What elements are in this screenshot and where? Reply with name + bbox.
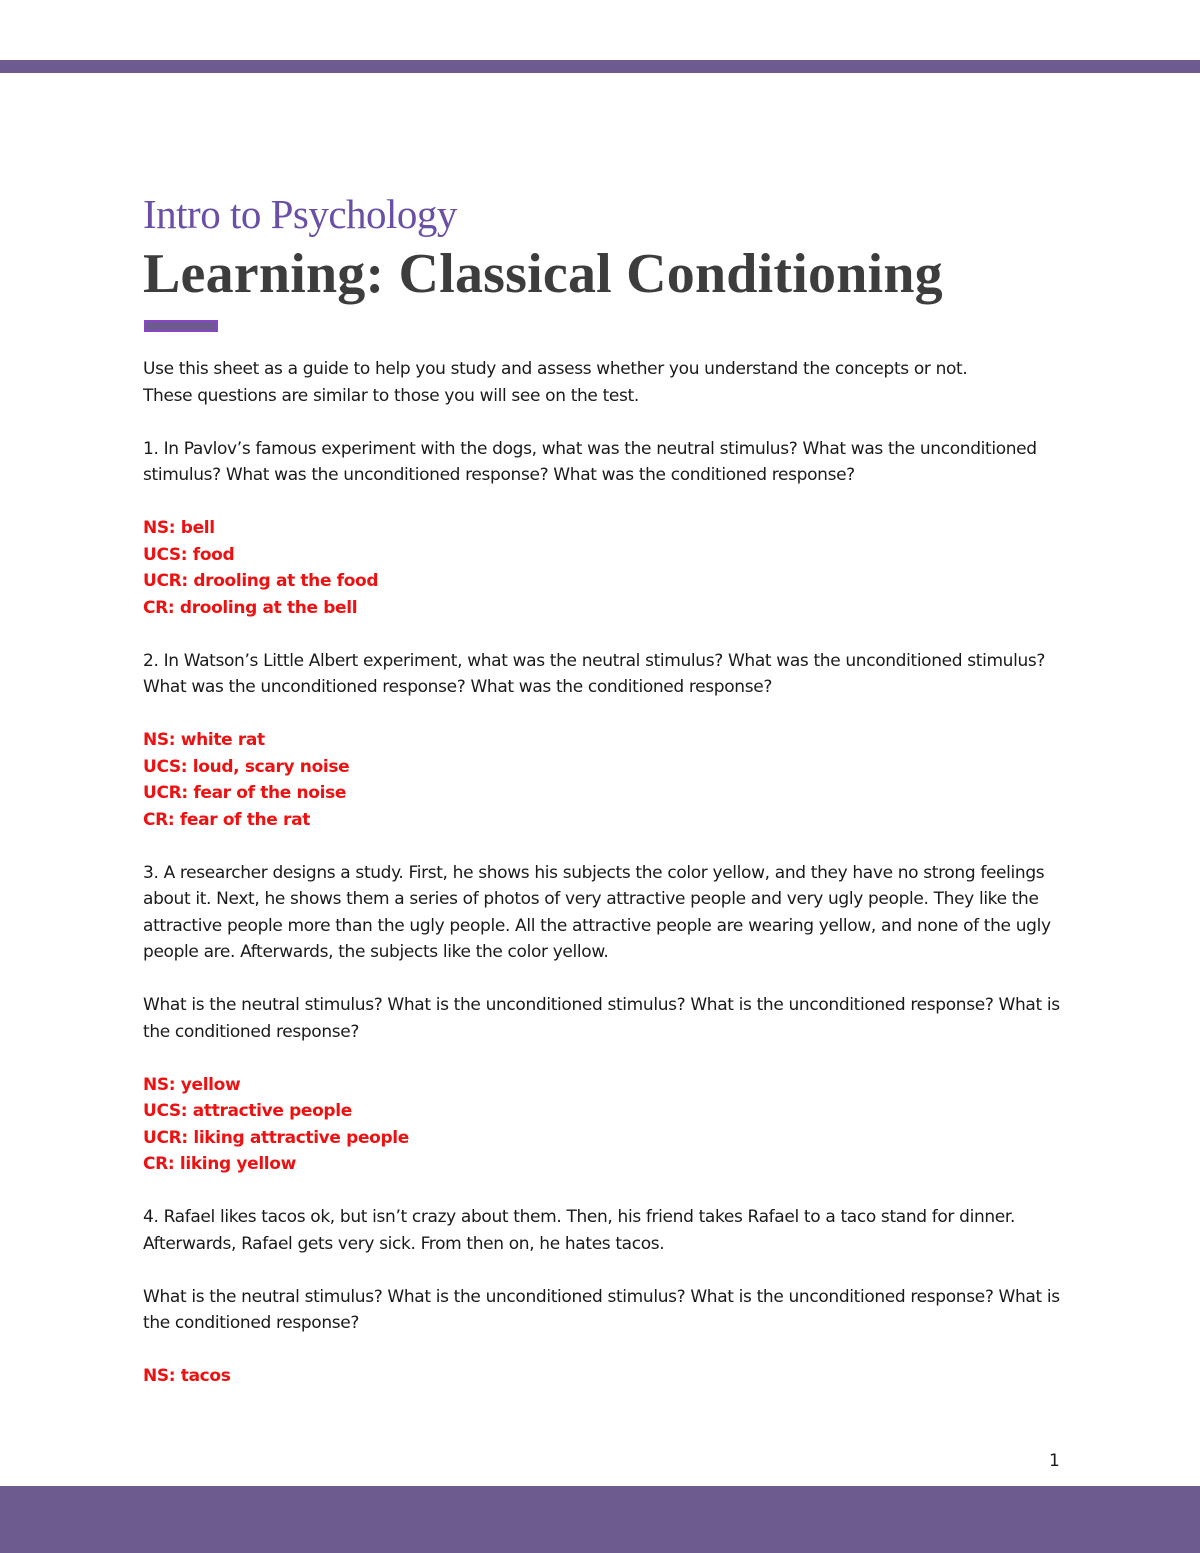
intro-line-1: Use this sheet as a guide to help you study and assess whether you understand the concepts or not. <box>143 359 968 379</box>
answer-ns: NS: tacos <box>143 1366 231 1386</box>
answer-ucs: UCS: food <box>143 544 235 565</box>
question-1-prompt: 1. In Pavlov’s famous experiment with the dogs, what was the neutral stimulus? What was the unconditioned stimulus? What was the unconditioned response? What was the conditioned response? <box>143 438 1037 485</box>
question-3-answers <box>143 1072 1073 1178</box>
answer-cr: CR: drooling at the bell <box>143 597 358 618</box>
question-3-scenario: 3. A researcher designs a study. First, he shows his subjects the color yellow, and they have no strong feelings about it. Next, he shows them a series of photos of very attractive people and very ugly people. They like the attractive people more than the ugly people. All the attractive people are wearing yellow, and none of the ugly people are. Afterwards, the subjects like the color yellow. <box>143 862 1051 962</box>
top-accent-bar <box>0 60 1200 73</box>
question-2-answers <box>143 727 1073 833</box>
answer-ucr: UCR: drooling at the food <box>143 571 379 591</box>
answer-ns: NS: white rat <box>143 730 265 750</box>
title-underline-rule <box>144 320 218 332</box>
question-3-prompt: What is the neutral stimulus? What is the unconditioned stimulus? What is the unconditioned response? What is the conditioned response? <box>143 995 1060 1042</box>
page-title: Learning: Classical Conditioning <box>143 243 943 305</box>
answer-cr: CR: fear of the rat <box>143 809 310 830</box>
question-2-prompt: 2. In Watson’s Little Albert experiment, what was the neutral stimulus? What was the unconditioned stimulus? What was the unconditioned response? What was the conditioned response? <box>143 650 1046 697</box>
answer-ucr: UCR: liking attractive people <box>143 1127 409 1148</box>
intro-line-2: These questions are similar to those you will see on the test. <box>143 385 639 406</box>
question-1-answers <box>143 515 1073 621</box>
intro-paragraph <box>143 356 1073 409</box>
answer-ucs: UCS: attractive people <box>143 1101 352 1121</box>
answer-ucr: UCR: fear of the noise <box>143 783 347 803</box>
answer-ns: NS: yellow <box>143 1074 241 1095</box>
document-body <box>143 188 1073 1416</box>
bottom-accent-bar <box>0 1486 1200 1553</box>
question-4-prompt: What is the neutral stimulus? What is the unconditioned stimulus? What is the unconditioned response? What is the conditioned response? <box>143 1286 1060 1333</box>
question-4-scenario: 4. Rafael likes tacos ok, but isn’t crazy about them. Then, his friend takes Rafael to a taco stand for dinner. Afterwards, Rafael gets very sick. From then on, he hates tacos. <box>143 1207 1016 1254</box>
answer-cr: CR: liking yellow <box>143 1154 296 1174</box>
worksheet-text <box>143 356 1073 1390</box>
page-number: 1 <box>1049 1451 1060 1471</box>
question-4-answers <box>143 1363 1073 1390</box>
answer-ns: NS: bell <box>143 518 215 538</box>
course-subtitle: Intro to Psychology <box>143 191 457 237</box>
answer-ucs: UCS: loud, scary noise <box>143 756 350 777</box>
